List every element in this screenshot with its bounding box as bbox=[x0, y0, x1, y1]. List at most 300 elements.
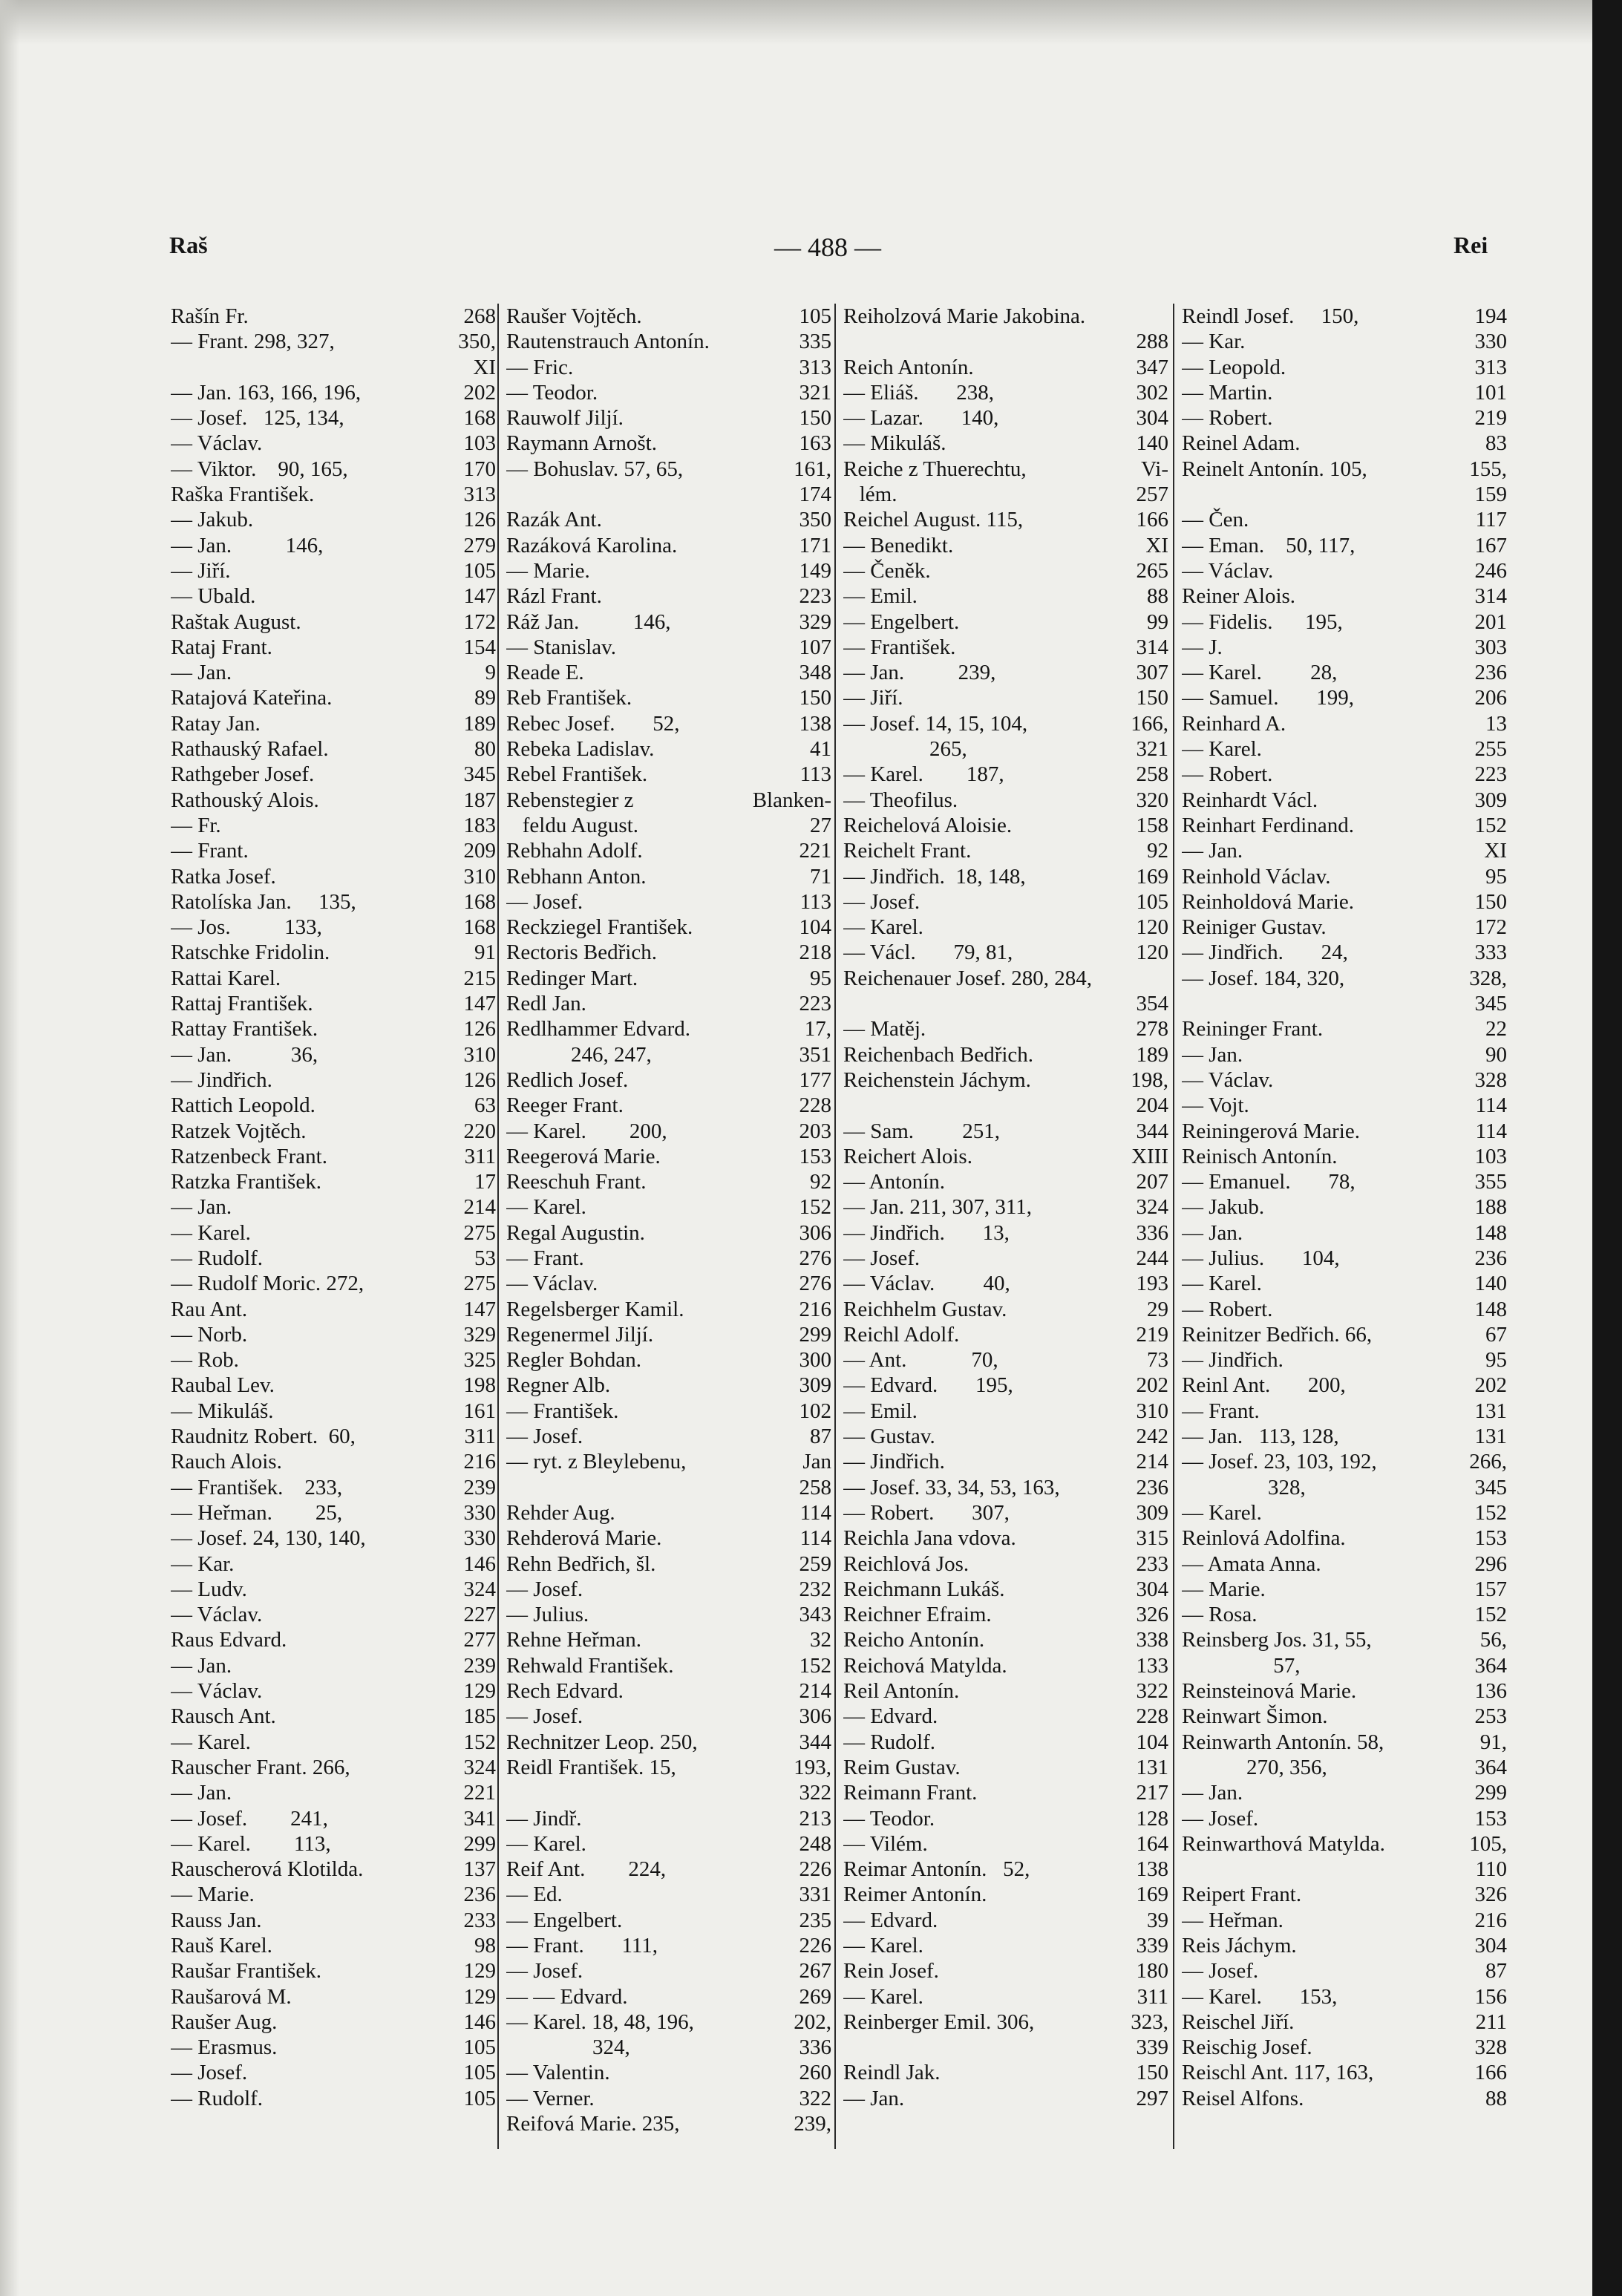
index-entry bbox=[1182, 1882, 1507, 1907]
index-entry bbox=[843, 1908, 1168, 1933]
entry-name: — Kar. bbox=[1182, 330, 1246, 354]
entry-pages: 219 bbox=[1474, 406, 1507, 431]
index-entry bbox=[171, 1067, 496, 1093]
entry-pages: 98 bbox=[474, 1934, 496, 1958]
index-entry bbox=[843, 1246, 1168, 1271]
entry-pages: 364 bbox=[1474, 1653, 1507, 1678]
entry-pages: 299 bbox=[1474, 1781, 1507, 1805]
entry-pages: 140 bbox=[1136, 431, 1168, 456]
entry-name: Reichl Adolf. bbox=[843, 1322, 960, 1347]
index-entry bbox=[1182, 711, 1507, 736]
index-entry bbox=[171, 405, 496, 431]
entry-name: — Julius. bbox=[506, 1603, 589, 1627]
index-entry bbox=[171, 1653, 496, 1678]
index-entry bbox=[1182, 1730, 1507, 1755]
entry-pages: 324 bbox=[463, 1755, 496, 1779]
entry-name: — Jan. 36, bbox=[171, 1042, 318, 1067]
entry-name bbox=[506, 482, 794, 507]
entry-pages: 172 bbox=[463, 609, 496, 634]
index-entry bbox=[1182, 1602, 1507, 1627]
index-entry bbox=[506, 1399, 831, 1424]
entry-name: — František. 233, bbox=[171, 1475, 343, 1499]
entry-name: — Valentin. bbox=[506, 2061, 610, 2085]
entry-name: — Jan. bbox=[171, 661, 232, 685]
entry-name bbox=[506, 1780, 794, 1805]
entry-pages: 259 bbox=[799, 1551, 831, 1576]
entry-pages: 275 bbox=[463, 1272, 496, 1296]
entry-pages: 277 bbox=[463, 1628, 496, 1652]
index-entry bbox=[1182, 482, 1507, 507]
entry-name: Rattai Karel. bbox=[171, 966, 281, 990]
index-entry bbox=[506, 2086, 831, 2111]
index-entry bbox=[171, 1246, 496, 1271]
entry-pages: 239 bbox=[463, 1475, 496, 1499]
entry-name: — Jiří. bbox=[843, 686, 903, 710]
entry-pages: 161 bbox=[463, 1399, 496, 1423]
entry-name: Rattaj František. bbox=[171, 992, 313, 1016]
index-entry bbox=[171, 1475, 496, 1500]
index-entry bbox=[506, 1169, 831, 1194]
index-entry bbox=[506, 1958, 831, 1983]
index-entry bbox=[1182, 1500, 1507, 1525]
entry-pages: 193 bbox=[1136, 1272, 1168, 1296]
entry-pages: 275 bbox=[463, 1220, 496, 1245]
entry-name: — Josef. bbox=[506, 1959, 583, 1983]
entry-pages: 253 bbox=[1474, 1704, 1507, 1729]
entry-name: — Heřman. bbox=[1182, 1908, 1283, 1932]
index-entry bbox=[171, 1144, 496, 1169]
entry-pages: 88 bbox=[1147, 584, 1168, 609]
index-entry bbox=[506, 1806, 831, 1831]
index-entry bbox=[171, 736, 496, 762]
index-entry bbox=[171, 431, 496, 456]
entry-name: — Teodor. bbox=[843, 1806, 935, 1831]
index-entry bbox=[171, 788, 496, 813]
entry-name: Reiningerová Marie. bbox=[1182, 1119, 1360, 1143]
entry-name: — Julius. 104, bbox=[1182, 1246, 1340, 1270]
entry-pages: 306 bbox=[799, 1220, 831, 1245]
entry-pages: 309 bbox=[1136, 1500, 1168, 1525]
entry-pages: 265 bbox=[1136, 558, 1168, 583]
index-entry bbox=[843, 1958, 1168, 1983]
entry-name: — Mikuláš. bbox=[171, 1399, 274, 1423]
index-entry bbox=[1182, 991, 1507, 1016]
index-entry bbox=[1182, 1577, 1507, 1602]
entry-pages: 278 bbox=[1136, 1017, 1168, 1041]
entry-name: — Jindřich. bbox=[843, 1450, 945, 1474]
entry-pages: 329 bbox=[799, 609, 831, 634]
entry-pages: 324 bbox=[1136, 1195, 1168, 1220]
index-entry bbox=[171, 1119, 496, 1144]
index-entry bbox=[1182, 1449, 1507, 1474]
entry-name: — Edvard. bbox=[843, 1704, 938, 1729]
entry-pages: 167 bbox=[1474, 533, 1507, 557]
entry-name: — Josef. 33, 34, 53, 163, bbox=[843, 1475, 1060, 1499]
entry-name: Reinisch Antonín. bbox=[1182, 1144, 1338, 1168]
entry-name: Reil Antonín. bbox=[843, 1679, 960, 1704]
index-entry bbox=[843, 788, 1168, 813]
entry-name: — Marie. bbox=[1182, 1577, 1266, 1601]
entry-pages: 345 bbox=[1474, 992, 1507, 1016]
index-entry bbox=[506, 788, 831, 813]
index-entry bbox=[843, 736, 1168, 762]
entry-pages: 228 bbox=[1136, 1704, 1168, 1729]
index-entry bbox=[843, 507, 1168, 532]
index-entry bbox=[171, 711, 496, 736]
entry-pages: 89 bbox=[474, 686, 496, 710]
index-entry bbox=[506, 1119, 831, 1144]
index-entry bbox=[843, 1475, 1168, 1500]
entry-name: — Josef. bbox=[843, 1246, 920, 1270]
index-entry bbox=[1182, 304, 1507, 329]
entry-pages: 338 bbox=[1136, 1628, 1168, 1652]
entry-pages: 311 bbox=[464, 1425, 496, 1449]
entry-pages: 117 bbox=[1475, 508, 1507, 532]
index-entry bbox=[843, 762, 1168, 787]
entry-pages: 328 bbox=[1474, 2035, 1507, 2060]
entry-pages: 146 bbox=[463, 2009, 496, 2034]
entry-name: Reiner Alois. bbox=[1182, 584, 1296, 609]
entry-name: — Karel. 200, bbox=[506, 1119, 667, 1143]
index-entry bbox=[1182, 2060, 1507, 2085]
entry-pages: 311 bbox=[464, 1144, 496, 1168]
index-entry bbox=[843, 1347, 1168, 1373]
entry-pages: Jan bbox=[802, 1450, 831, 1474]
index-column-4 bbox=[1182, 304, 1507, 2111]
index-entry bbox=[171, 380, 496, 405]
entry-pages: 223 bbox=[1474, 762, 1507, 787]
index-entry bbox=[1182, 558, 1507, 583]
entry-pages bbox=[1162, 304, 1168, 329]
index-entry bbox=[1182, 788, 1507, 813]
entry-name: — Jan. bbox=[1182, 839, 1243, 863]
index-entry bbox=[843, 991, 1168, 1016]
entry-pages: 350 bbox=[799, 508, 831, 532]
index-entry bbox=[1182, 1958, 1507, 1983]
entry-pages: 313 bbox=[463, 483, 496, 507]
entry-pages: 152 bbox=[1474, 813, 1507, 837]
index-entry bbox=[506, 355, 831, 380]
entry-pages: 159 bbox=[1474, 483, 1507, 507]
index-entry bbox=[171, 558, 496, 583]
index-entry bbox=[171, 1602, 496, 1627]
index-entry bbox=[1182, 915, 1507, 940]
entry-name: — Karel. bbox=[1182, 1272, 1262, 1296]
index-entry bbox=[171, 1730, 496, 1755]
entry-name: — Čen. bbox=[1182, 508, 1249, 532]
entry-name: Reicho Antonín. bbox=[843, 1628, 985, 1652]
entry-name: lém. bbox=[843, 483, 897, 507]
column-rule bbox=[1173, 304, 1174, 2149]
index-entry bbox=[843, 1627, 1168, 1652]
entry-pages: 339 bbox=[1136, 1934, 1168, 1958]
entry-name: Reis Jáchym. bbox=[1182, 1934, 1297, 1958]
entry-name: Rebec Josef. 52, bbox=[506, 711, 680, 736]
entry-pages: 221 bbox=[463, 1781, 496, 1805]
column-rule bbox=[834, 304, 836, 2149]
entry-pages: 236 bbox=[1474, 661, 1507, 685]
index-entry bbox=[843, 2086, 1168, 2111]
entry-pages: 29 bbox=[1147, 1297, 1168, 1321]
scan-edge-right bbox=[1592, 0, 1622, 2296]
entry-pages: 67 bbox=[1485, 1322, 1507, 1347]
entry-pages: 228 bbox=[799, 1093, 831, 1118]
entry-name: — Rosa. bbox=[1182, 1603, 1258, 1627]
entry-pages: 223 bbox=[799, 584, 831, 609]
entry-pages: 120 bbox=[1136, 915, 1168, 940]
index-entry bbox=[171, 1271, 496, 1296]
index-entry bbox=[506, 1831, 831, 1857]
entry-pages: 313 bbox=[799, 355, 831, 379]
entry-name: Raušarová M. bbox=[171, 1984, 292, 2009]
entry-name: — Engelbert. bbox=[506, 1908, 623, 1932]
entry-pages: 169 bbox=[1136, 1883, 1168, 1907]
index-entry bbox=[506, 1475, 831, 1500]
index-entry bbox=[506, 762, 831, 787]
entry-pages: 215 bbox=[463, 966, 496, 990]
index-entry bbox=[1182, 1984, 1507, 2009]
entry-pages: 326 bbox=[1474, 1883, 1507, 1907]
index-entry bbox=[843, 1373, 1168, 1398]
index-entry bbox=[1182, 1067, 1507, 1093]
index-entry bbox=[506, 1067, 831, 1093]
entry-name: — Josef. bbox=[506, 889, 583, 914]
entry-name: — Josef. bbox=[506, 1425, 583, 1449]
index-entry bbox=[171, 1627, 496, 1652]
entry-pages: 227 bbox=[463, 1603, 496, 1627]
entry-pages: 91 bbox=[474, 941, 496, 965]
entry-name: Reifová Marie. 235, bbox=[506, 2112, 680, 2136]
entry-name: Rauss Jan. bbox=[171, 1908, 262, 1932]
index-entry bbox=[506, 1373, 831, 1398]
entry-pages: 158 bbox=[1136, 813, 1168, 837]
index-entry bbox=[843, 889, 1168, 915]
entry-name: Rebhann Anton. bbox=[506, 864, 647, 889]
index-entry bbox=[506, 380, 831, 405]
entry-pages: 157 bbox=[1474, 1577, 1507, 1601]
index-entry bbox=[171, 1857, 496, 1882]
entry-pages: 258 bbox=[1136, 762, 1168, 787]
entry-pages: 137 bbox=[463, 1857, 496, 1882]
entry-pages: 126 bbox=[463, 508, 496, 532]
entry-name: Reinhard A. bbox=[1182, 711, 1286, 736]
index-entry bbox=[506, 1857, 831, 1882]
entry-pages: 214 bbox=[1136, 1450, 1168, 1474]
entry-pages: 202, bbox=[794, 2009, 831, 2034]
index-entry bbox=[506, 583, 831, 609]
entry-name: Rauwolf Jiljí. bbox=[506, 406, 624, 431]
entry-pages: 220 bbox=[463, 1119, 496, 1143]
entry-pages: 347 bbox=[1136, 355, 1168, 379]
entry-name: — Martin. bbox=[1182, 380, 1273, 405]
entry-pages: 126 bbox=[463, 1017, 496, 1041]
entry-name: Raštak August. bbox=[171, 609, 301, 634]
index-entry bbox=[171, 940, 496, 965]
entry-name: Reichert Alois. bbox=[843, 1144, 972, 1168]
index-entry bbox=[171, 660, 496, 685]
entry-pages: 339 bbox=[1136, 2035, 1168, 2060]
entry-name: Rebel František. bbox=[506, 762, 648, 787]
index-entry bbox=[1182, 1933, 1507, 1958]
index-entry bbox=[1182, 2035, 1507, 2060]
index-entry bbox=[843, 1449, 1168, 1474]
entry-pages: 321 bbox=[799, 380, 831, 405]
entry-name: Regelsberger Kamil. bbox=[506, 1297, 684, 1321]
entry-name: Reichenbach Bedřich. bbox=[843, 1042, 1034, 1067]
entry-pages: XI bbox=[473, 355, 496, 379]
index-entry bbox=[843, 915, 1168, 940]
entry-pages: 153 bbox=[1474, 1806, 1507, 1831]
entry-name: Redl Jan. bbox=[506, 992, 586, 1016]
index-entry bbox=[506, 1577, 831, 1602]
entry-pages: 310 bbox=[463, 1042, 496, 1067]
entry-name: Raušer Vojtěch. bbox=[506, 304, 642, 328]
entry-pages: 171 bbox=[799, 533, 831, 557]
entry-pages: 91, bbox=[1479, 1730, 1507, 1754]
entry-pages: 300 bbox=[799, 1348, 831, 1373]
entry-name: — Josef. 125, 134, bbox=[171, 406, 344, 431]
entry-pages: 202 bbox=[1474, 1373, 1507, 1398]
entry-pages: 148 bbox=[1474, 1220, 1507, 1245]
index-entry bbox=[1182, 457, 1507, 482]
entry-name: Reichlová Jos. bbox=[843, 1551, 969, 1576]
entry-name: — Norb. bbox=[171, 1322, 248, 1347]
entry-name: Reich Antonín. bbox=[843, 355, 974, 379]
entry-pages: 255 bbox=[1474, 737, 1507, 762]
entry-name: — Václav. bbox=[1182, 558, 1274, 583]
entry-pages: 113 bbox=[799, 889, 831, 914]
entry-name: Reimar Antonín. 52, bbox=[843, 1857, 1030, 1882]
entry-name: — Samuel. 199, bbox=[1182, 686, 1354, 710]
entry-name: — Marie. bbox=[171, 1883, 255, 1907]
entry-name: — Jan. 113, 128, bbox=[1182, 1425, 1339, 1449]
index-entry bbox=[171, 1399, 496, 1424]
entry-pages: 320 bbox=[1136, 788, 1168, 812]
index-entry bbox=[843, 1144, 1168, 1169]
entry-pages: 188 bbox=[1474, 1195, 1507, 1220]
entry-name: Reisel Alfons. bbox=[1182, 2086, 1304, 2110]
index-entry bbox=[1182, 380, 1507, 405]
entry-name: — Karel. 187, bbox=[843, 762, 1004, 787]
index-entry bbox=[843, 1730, 1168, 1755]
entry-name: Reinberger Emil. 306, bbox=[843, 2009, 1035, 2034]
entry-name: Reichmann Lukáš. bbox=[843, 1577, 1005, 1601]
entry-name: Reichla Jana vdova. bbox=[843, 1526, 1016, 1551]
entry-name: Reidl František. 15, bbox=[506, 1755, 676, 1779]
entry-name: Reischig Josef. bbox=[1182, 2035, 1312, 2060]
entry-pages: 322 bbox=[799, 2086, 831, 2110]
index-entry bbox=[1182, 762, 1507, 787]
entry-name: — Jan. bbox=[843, 2086, 905, 2110]
index-entry bbox=[171, 609, 496, 635]
entry-name: — Karel. 28, bbox=[1182, 661, 1338, 685]
index-entry bbox=[506, 1984, 831, 2009]
entry-name: Reinitzer Bedřich. 66, bbox=[1182, 1322, 1373, 1347]
entry-pages: 217 bbox=[1136, 1781, 1168, 1805]
index-entry bbox=[843, 1933, 1168, 1958]
entry-name: Ratschke Fridolin. bbox=[171, 941, 330, 965]
entry-name: — Josef. bbox=[506, 1577, 583, 1601]
entry-pages: 198 bbox=[463, 1373, 496, 1398]
entry-pages: 226 bbox=[799, 1934, 831, 1958]
entry-name bbox=[843, 2035, 1131, 2060]
index-entry bbox=[171, 1373, 496, 1398]
index-entry bbox=[1182, 1475, 1507, 1500]
entry-pages: 63 bbox=[474, 1093, 496, 1118]
index-entry bbox=[843, 355, 1168, 380]
entry-pages: 105, bbox=[1469, 1831, 1507, 1856]
entry-name: — Josef. 184, 320, bbox=[1182, 966, 1345, 990]
entry-pages: XI bbox=[1484, 839, 1507, 863]
entry-pages: 236 bbox=[1474, 1246, 1507, 1270]
entry-pages: 239 bbox=[463, 1653, 496, 1678]
index-entry bbox=[506, 1271, 831, 1296]
index-entry bbox=[506, 685, 831, 710]
entry-pages: 236 bbox=[463, 1883, 496, 1907]
entry-name: Reichová Matylda. bbox=[843, 1653, 1007, 1678]
entry-name: Rathauský Rafael. bbox=[171, 737, 329, 762]
entry-name: — Karel. bbox=[1182, 1500, 1262, 1525]
entry-pages: 257 bbox=[1136, 483, 1168, 507]
entry-pages: 129 bbox=[463, 1679, 496, 1704]
entry-pages: 168 bbox=[463, 915, 496, 940]
entry-name: — Teodor. bbox=[506, 380, 598, 405]
index-entry bbox=[843, 1678, 1168, 1704]
entry-name: — Frant. 111, bbox=[506, 1934, 658, 1958]
entry-pages: 131 bbox=[1474, 1425, 1507, 1449]
entry-name: — Jindř. bbox=[506, 1806, 582, 1831]
index-entry bbox=[843, 1424, 1168, 1449]
entry-name: — Jakub. bbox=[1182, 1195, 1265, 1220]
entry-pages: 344 bbox=[799, 1730, 831, 1754]
entry-name: — Ed. bbox=[506, 1883, 563, 1907]
index-entry bbox=[1182, 813, 1507, 838]
entry-name: Reinel Adam. bbox=[1182, 431, 1301, 456]
index-entry bbox=[1182, 1347, 1507, 1373]
entry-pages: 166 bbox=[1474, 2061, 1507, 2085]
entry-pages: 113 bbox=[799, 762, 831, 787]
entry-pages: 336 bbox=[1136, 1220, 1168, 1245]
entry-name: — Leopold. bbox=[1182, 355, 1286, 379]
index-entry bbox=[506, 2009, 831, 2035]
entry-name: Raušer Aug. bbox=[171, 2009, 278, 2034]
index-entry bbox=[171, 1016, 496, 1041]
entry-pages: 330 bbox=[463, 1500, 496, 1525]
index-entry bbox=[171, 2060, 496, 2085]
entry-name: Reiholzová Marie Jakobina. bbox=[843, 304, 1086, 328]
index-entry bbox=[171, 1933, 496, 1958]
index-entry bbox=[171, 304, 496, 329]
index-entry bbox=[1182, 533, 1507, 558]
index-entry bbox=[843, 304, 1168, 329]
index-entry bbox=[171, 482, 496, 507]
entry-pages: 260 bbox=[799, 2061, 831, 2085]
entry-name: — Mikuláš. bbox=[843, 431, 946, 456]
entry-name: — Antonín. bbox=[843, 1170, 945, 1194]
entry-name bbox=[843, 329, 1131, 354]
entry-name: Redlhammer Edvard. bbox=[506, 1017, 691, 1041]
index-entry bbox=[171, 1882, 496, 1907]
entry-pages: 304 bbox=[1136, 406, 1168, 431]
entry-pages: 152 bbox=[799, 1653, 831, 1678]
index-entry bbox=[506, 304, 831, 329]
entry-name bbox=[843, 1093, 1131, 1118]
entry-name: — Frant. 298, 327, bbox=[171, 330, 335, 354]
index-entry bbox=[1182, 609, 1507, 635]
index-entry bbox=[171, 1577, 496, 1602]
entry-name: Reckziegel František. bbox=[506, 915, 693, 940]
entry-name: — Karel. bbox=[843, 1984, 923, 2009]
